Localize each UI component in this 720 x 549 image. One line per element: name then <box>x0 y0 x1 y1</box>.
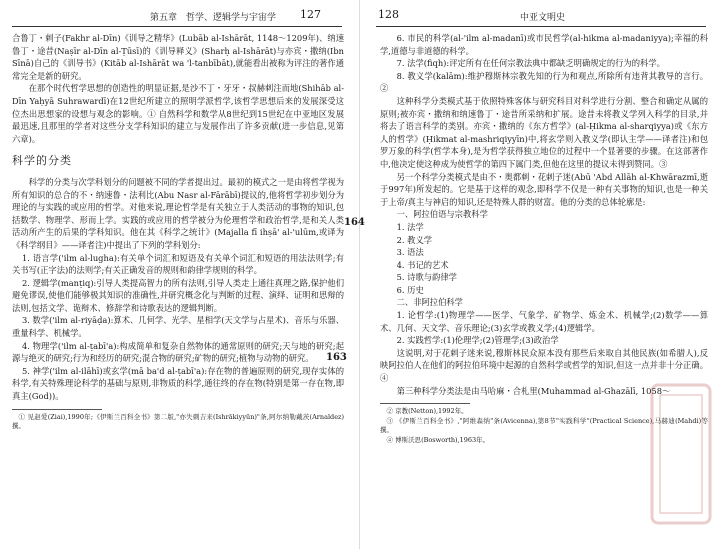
list-item: 1. 语言学('ilm al-lugha):有关单个词汇和短语及有关单个词汇和短语的用法法则学;有关书写(正字法)的法则学;有关正确发音的规则和韵律学规则的科学。 <box>12 252 344 276</box>
right-paragraph-9: 第三种科学分类法是由马哈麻・合札里(Muhammad al-Ghazālī, 1058～ <box>396 385 671 396</box>
footnote-rule <box>380 403 470 404</box>
right-header-rule <box>376 26 706 27</box>
left-paragraph-3: 科学的分类与次学科划分的问题被不同的学者提出过。最初的模式之一是由将哲学视为所有知识的总合的不・纳速鲁・法利比(Abu Nasr al-Fārābī)提议的,他将哲学初步划分为理论的与实践的或应用的哲学。对他来说,理论哲学是有关独立于人类活动的事物的知识,包括数学、物理学、形而上学。实践的或应用的哲学被分为伦理哲学和政治哲学,是和关人类活动所产生的后果的学科知识。他在其《科学之统计》(Majalla fī ihṣā' al-'ulūm,或译为《科学纲目》——译者注)中提出了下列的学科划分: <box>12 176 344 250</box>
outline-item: 一、阿拉伯语与宗教科学 <box>396 209 488 220</box>
list-item: 5. 神学('ilm al-ilāhī)或玄学(mā ba'd al-ṭabī'a):存在物的普遍原则的研究,现存实体的科学,有关特殊理论科学的基础与原则,非物质的科学,通往终的存在物(特别是第一存在物,即真主(God))。 <box>12 365 344 402</box>
left-running-header: 第五章 哲学、逻辑学与宇宙学 <box>150 13 277 23</box>
left-paragraph-1: 合鲁丁・剌子(Fakhr al-Dīn)《训导之精华》(Lubāb al-Ishārāt, 1148～1209年)、纳速鲁丁・途昔(Naṣīr al-Dīn al-Ṭūsī)的《训导释义》(Sharḥ al-Ishārāt)与亦宾・撒纳(Ibn Sīnā)自己的《训导书》(Kitāb al-Ishārāt wa 'l-tanbībāt),就能看出被称为评注的著作通常完全是新的研究。 <box>12 33 344 81</box>
right-footnote-2: ② 京教(Netton),1992年。 <box>386 407 468 416</box>
list-item: 2. 逻辑学(manṭiq):引导人类提高智力的所有法则,引导人类走上通往真理之路,保护他们避免谬误,使他们能够极其知识的准确性,并研究概念化与判断的过程、演绎、证明和思辩的法则,包括文学、诡辩术、修辞学和诗歌表达的逻辑判断。 <box>12 277 344 313</box>
outline-item: 6. 历史 <box>396 284 424 295</box>
left-paragraph-2: 在那个时代哲学思想的创造性的明显证据,是沙不丁・牙牙・叔赫刺注而地(Shihāb al-Dīn Yaḥyā Suhrawardī)在12世纪所建立的照明学派哲学,该哲学思想后来的发展深受这位杰出思想家的设想与观念的影响。① 自然科学和数学从8世纪到15世纪在中亚地区发展最迅速,且那里的学者对这些分支学科知识的建立与发展作出了许多贡献(进一步信息,见第六章)。 <box>12 83 344 144</box>
right-page-number: 128 <box>378 8 399 21</box>
left-footnote: ① 见赵爱(Ziai),1990年;《伊斯兰百科全书》第二版,"亦失刺吉来(Ishrākiyyūn)"条,阿尔纳勒戴茨(Arnaldez)撰。 <box>12 412 344 431</box>
list-item: 3. 数学('ilm al-riyāḍa):算术、几何学、光学、星相学(天文学与占星术)、音乐与乐器、重量科学、机械学。 <box>12 315 344 339</box>
right-paragraph-3: 8. 教义学(kalām):维护穆斯林宗教先知的行为和观点,所除所有违背其教导的言行。② <box>380 70 708 94</box>
right-page <box>360 0 720 549</box>
right-paragraph-4: 这种科学分类模式基于依照特殊客体与研究科目对科学进行分割、整合和确定从属的原则;被亦宾・撒纳和纳速鲁丁・途昔所采纳和扩展。途昔未将教义学列入科学的目录,并将去了语言科学的类别。亦宾・撒纳的《东方哲学》(al-Ḥikma al-sharqiyya)或《东方人的哲学》(Ḥikmat al-mashriqiyyīn)中,将玄学则入教义学(即认主学——译者注)和包罗万象的科学(哲学本身),是为哲学获得独立地位的过程中一个显著要的步骤。在这部著作中,他决定使这种成为使哲学的第四下属门类,但他在这里的提议未得到赞同。③ <box>380 95 708 169</box>
section-title: 科学的分类 <box>12 154 72 168</box>
right-paragraph-6: 1. 论哲学:(1)物理学——医学、气象学、矿物学、炼金术、机械学;(2)数学——算术、几何、天文学、音乐理论;(3)玄学或教义学;(4)逻辑学。 <box>380 310 708 333</box>
left-page-number: 127 <box>300 8 321 21</box>
left-header-rule <box>12 26 342 27</box>
left-page-body <box>12 32 344 432</box>
margin-page-number-164: 164 <box>344 217 365 228</box>
right-paragraph-5: 另一个科学分类模式是由不・奥都刺・花剌子迷(Abū 'Abd Allāh al-Khwārazmī,逝于997年)所发起的。它是基于这样的观念,即科学不仅是一种有关事物的知识,也是一种关于上帝/真主与神启的知识,还是特殊人群的财富。他的分类的总体轮廓是: <box>380 171 708 207</box>
outline-item: 2. 教义学 <box>396 234 433 245</box>
outline-item: 1. 法学 <box>396 221 424 232</box>
right-paragraph-2: 7. 法学(fiqh):评定所有在任何宗教法典中都缺乏明确规定的行为的科学。 <box>396 58 665 69</box>
library-stamp-watermark <box>646 379 716 529</box>
outline-item: 5. 诗歌与韵律学 <box>396 272 457 283</box>
right-paragraph-8: 这说明,对于花剌子迷来说,穆斯林民众原本没有那些后来取自其他民族(如希腊人),反映阿拉伯人在他们的阿拉伯环境中起源的自然科学或哲学的知识,但这一点并非十分正确。④ <box>380 347 708 384</box>
outline-item: 二、非阿拉伯科学 <box>396 297 463 308</box>
list-item: 4. 物理学('ilm al-ṭabī'a):构成简单和复杂自然物体的通常原则的研究;天与地的研究;起源与绝灭的研究;行为和经历的研究;混合物的研究;矿物的研究;植物与动物的研究。 <box>12 340 344 364</box>
right-footnote-4: ④ 博斯沃思(Bosworth),1963年。 <box>386 435 490 444</box>
right-footnote-3: ③ 《伊斯兰百科全书》,"阿维森纳"条(Avicenna),第8节"实践科学"(Practical Science),马赫迪(Mahdi)等撰。 <box>380 416 708 435</box>
footnote-rule <box>12 409 102 410</box>
margin-page-number-163: 163 <box>326 352 347 363</box>
right-paragraph-7: 2. 实践哲学:(1)伦理学;(2)管理学;(3)政治学 <box>396 335 559 346</box>
outline-item: 4. 书记的艺术 <box>396 259 449 270</box>
right-paragraph-1: 6. 市民的科学(al-'ilm al-madanī)或市民哲学(al-hikma al-madaniyya);幸福的科学,道德与非道德的科学。 <box>380 33 708 56</box>
right-running-header: 中亚文明史 <box>520 13 566 23</box>
outline-item: 3. 语法 <box>396 247 424 258</box>
